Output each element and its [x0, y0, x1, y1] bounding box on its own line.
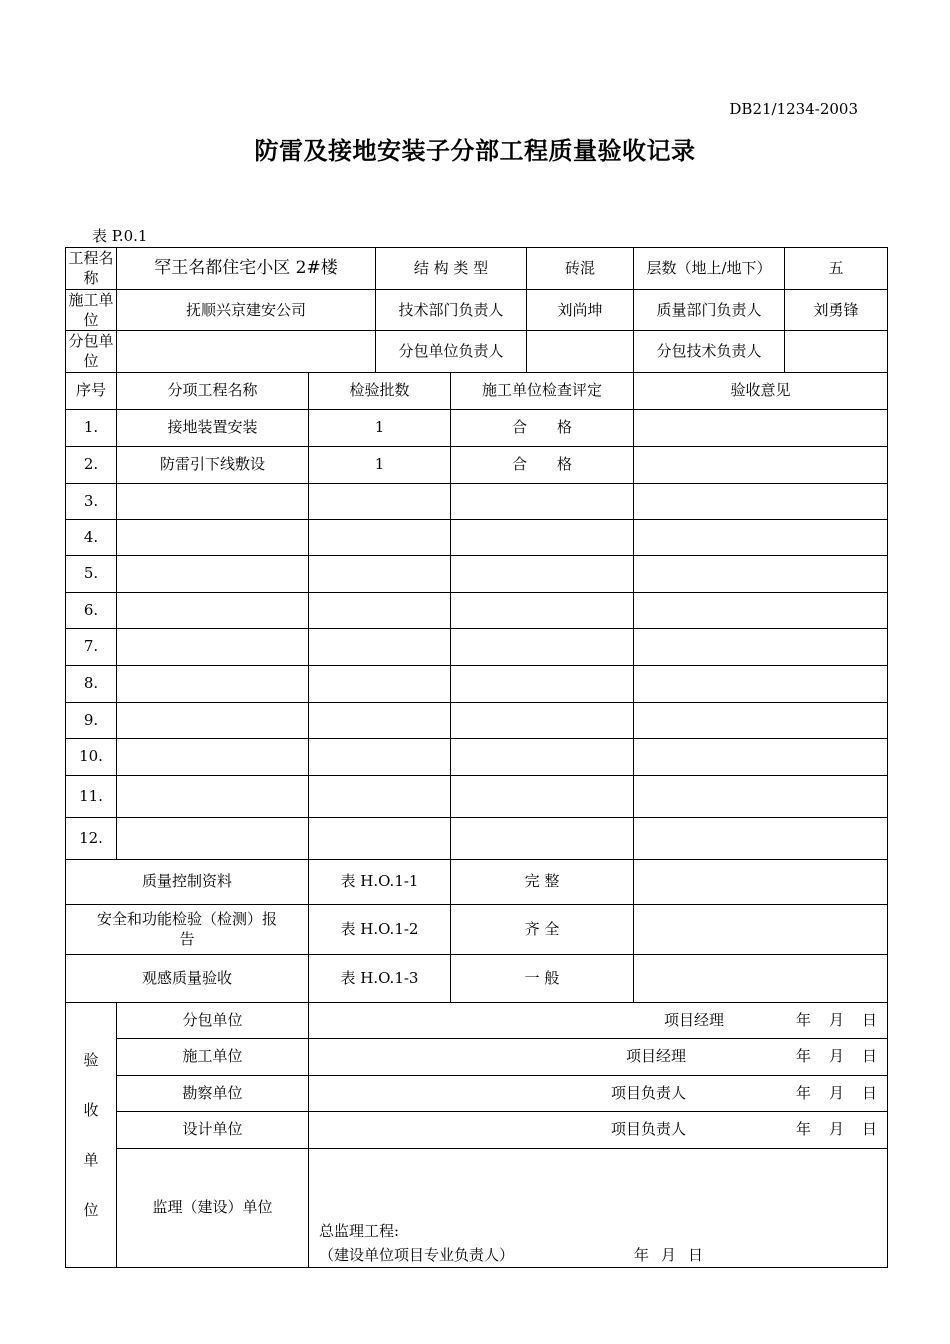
day-label: 日: [861, 1010, 877, 1029]
owner-rep-label: （建设单位项目专业负责人）: [319, 1245, 515, 1264]
item-batches: [309, 665, 451, 702]
signature-role: 项目负责人: [610, 1120, 686, 1139]
acceptance-side-label: [66, 1002, 117, 1267]
summary-label: 安全和功能检验（检测）报告: [66, 904, 309, 954]
item-opinion: [634, 446, 888, 483]
summary-opinion: [634, 904, 888, 954]
floors-value: 五: [785, 248, 888, 290]
item-batches: [309, 592, 451, 628]
month-label: 月: [828, 1120, 844, 1139]
item-no: 12.: [66, 817, 117, 859]
standard-code: DB21/1234-2003: [729, 100, 858, 118]
item-batches: [309, 483, 451, 519]
item-batches: [309, 519, 451, 555]
table-row: [66, 775, 888, 817]
item-evaluation: [451, 665, 634, 702]
table-code: 表 P.0.1: [92, 227, 148, 245]
item-no: 5.: [66, 555, 117, 592]
item-name: [117, 738, 309, 775]
supervision-signature-cell: [309, 1148, 888, 1267]
item-evaluation: [451, 628, 634, 665]
summary-result: 一 般: [451, 954, 634, 1002]
supervision-date: [634, 1245, 715, 1265]
item-evaluation: [451, 775, 634, 817]
table-row: [66, 738, 888, 775]
item-no: 2.: [66, 446, 117, 483]
item-opinion: [634, 519, 888, 555]
structure-type-label: 结 构 类 型: [376, 248, 527, 290]
signature-row: [66, 1111, 888, 1148]
item-no: 11.: [66, 775, 117, 817]
item-batches: [309, 628, 451, 665]
day-label: 日: [861, 1120, 877, 1139]
item-no: 9.: [66, 702, 117, 738]
item-opinion: [634, 775, 888, 817]
structure-type-value: 砖混: [527, 248, 634, 290]
item-no: 10.: [66, 738, 117, 775]
signature-date: [796, 1010, 877, 1030]
item-batches: [309, 702, 451, 738]
summary-row: [66, 904, 888, 954]
table-row: [66, 519, 888, 555]
col-header-opinion: 验收意见: [634, 372, 888, 409]
items-header-row: [66, 372, 888, 409]
item-opinion: [634, 483, 888, 519]
table-row: [66, 665, 888, 702]
col-header-batches: 检验批数: [309, 372, 451, 409]
summary-form: 表 H.O.1-2: [309, 904, 451, 954]
item-batches: [309, 555, 451, 592]
table-row: [66, 446, 888, 483]
signature-row: [66, 1038, 888, 1075]
table-row: [66, 592, 888, 628]
day-label: 日: [861, 1083, 877, 1102]
tech-head-value: 刘尚坤: [527, 289, 634, 331]
signature-cell: [309, 1111, 888, 1148]
item-opinion: [634, 592, 888, 628]
supervision-unit: 监理（建设）单位: [117, 1148, 309, 1267]
year-label: 年: [795, 1083, 811, 1102]
table-row: [66, 628, 888, 665]
table-row: [66, 817, 888, 859]
item-no: 8.: [66, 665, 117, 702]
item-evaluation: [451, 738, 634, 775]
signature-role: 项目经理: [625, 1047, 686, 1066]
item-evaluation: [451, 483, 634, 519]
quality-acceptance-table: [65, 247, 888, 1268]
subcontractor-value: [117, 331, 376, 373]
col-header-name: 分项工程名称: [117, 372, 309, 409]
item-name: [117, 592, 309, 628]
item-batches: 1: [309, 446, 451, 483]
day-label: 日: [861, 1047, 877, 1066]
contractor-value: 抚顺兴京建安公司: [117, 289, 376, 331]
chief-supervisor-label: 总监理工程:: [319, 1221, 400, 1240]
month-label: 月: [661, 1245, 677, 1264]
item-name: [117, 775, 309, 817]
summary-result: 完 整: [451, 859, 634, 904]
item-name: 防雷引下线敷设: [117, 446, 309, 483]
col-header-evaluation: 施工单位检查评定: [451, 372, 634, 409]
quality-head-label: 质量部门负责人: [634, 289, 785, 331]
side-char: 验: [83, 1050, 99, 1069]
signature-row: [66, 1075, 888, 1111]
signature-role: 项目经理: [663, 1010, 724, 1029]
side-char: 位: [83, 1200, 99, 1219]
sub-tech-head-value: [785, 331, 888, 373]
item-no: 1.: [66, 409, 117, 446]
item-name: 接地装置安装: [117, 409, 309, 446]
contractor-label: 施工单位: [66, 289, 117, 331]
item-name: [117, 555, 309, 592]
month-label: 月: [828, 1010, 844, 1029]
signature-unit: 勘察单位: [117, 1075, 309, 1111]
signature-row: [66, 1002, 888, 1038]
item-evaluation: [451, 592, 634, 628]
month-label: 月: [828, 1083, 844, 1102]
item-batches: [309, 738, 451, 775]
side-char: 收: [83, 1100, 99, 1119]
sub-head-value: [527, 331, 634, 373]
signature-cell: [309, 1075, 888, 1111]
item-opinion: [634, 817, 888, 859]
item-batches: 1: [309, 409, 451, 446]
summary-label: 观感质量验收: [66, 954, 309, 1002]
project-name-value: 罕王名都住宅小区 2#楼: [117, 248, 376, 290]
document-title: 防雷及接地安装子分部工程质量验收记录: [254, 136, 696, 165]
sub-head-label: 分包单位负责人: [376, 331, 527, 373]
item-opinion: [634, 665, 888, 702]
item-opinion: [634, 738, 888, 775]
item-evaluation: 合 格: [451, 446, 634, 483]
signature-unit: 施工单位: [117, 1038, 309, 1075]
summary-opinion: [634, 954, 888, 1002]
year-label: 年: [795, 1120, 811, 1139]
table-row: [66, 702, 888, 738]
floors-label: 层数（地上/地下）: [634, 248, 785, 290]
item-evaluation: [451, 555, 634, 592]
summary-label: 质量控制资料: [66, 859, 309, 904]
signature-cell: [309, 1002, 888, 1038]
item-evaluation: 合 格: [451, 409, 634, 446]
item-evaluation: [451, 519, 634, 555]
supervision-row: [66, 1148, 888, 1267]
month-label: 月: [828, 1047, 844, 1066]
item-no: 4.: [66, 519, 117, 555]
item-name: [117, 817, 309, 859]
item-no: 7.: [66, 628, 117, 665]
item-opinion: [634, 409, 888, 446]
table-row: [66, 555, 888, 592]
item-name: [117, 628, 309, 665]
item-name: [117, 665, 309, 702]
signature-cell: [309, 1038, 888, 1075]
tech-head-label: 技术部门负责人: [376, 289, 527, 331]
item-name: [117, 519, 309, 555]
signature-role: 项目负责人: [610, 1083, 686, 1102]
year-label: 年: [634, 1245, 650, 1264]
project-name-label: 工程名称: [66, 248, 117, 290]
item-name: [117, 483, 309, 519]
item-opinion: [634, 628, 888, 665]
table-row: [66, 409, 888, 446]
signature-unit: 分包单位: [117, 1002, 309, 1038]
quality-head-value: 刘勇锋: [785, 289, 888, 331]
summary-row: [66, 954, 888, 1002]
summary-row: [66, 859, 888, 904]
item-name: [117, 702, 309, 738]
summary-result: 齐 全: [451, 904, 634, 954]
info-row-contractor: [66, 289, 888, 331]
summary-form: 表 H.O.1-3: [309, 954, 451, 1002]
item-batches: [309, 817, 451, 859]
info-row-subcontractor: [66, 331, 888, 373]
sub-tech-head-label: 分包技术负责人: [634, 331, 785, 373]
col-header-no: 序号: [66, 372, 117, 409]
signature-date: [796, 1119, 877, 1139]
signature-date: [796, 1046, 877, 1066]
signature-unit: 设计单位: [117, 1111, 309, 1148]
summary-opinion: [634, 859, 888, 904]
summary-form: 表 H.O.1-1: [309, 859, 451, 904]
item-evaluation: [451, 702, 634, 738]
item-batches: [309, 775, 451, 817]
item-no: 6.: [66, 592, 117, 628]
info-row-project: [66, 248, 888, 290]
signature-date: [796, 1083, 877, 1103]
day-label: 日: [688, 1245, 704, 1264]
year-label: 年: [795, 1010, 811, 1029]
item-opinion: [634, 555, 888, 592]
item-evaluation: [451, 817, 634, 859]
table-row: [66, 483, 888, 519]
item-no: 3.: [66, 483, 117, 519]
side-char: 单: [83, 1150, 99, 1169]
subcontractor-label: 分包单位: [66, 331, 117, 373]
item-opinion: [634, 702, 888, 738]
year-label: 年: [795, 1047, 811, 1066]
